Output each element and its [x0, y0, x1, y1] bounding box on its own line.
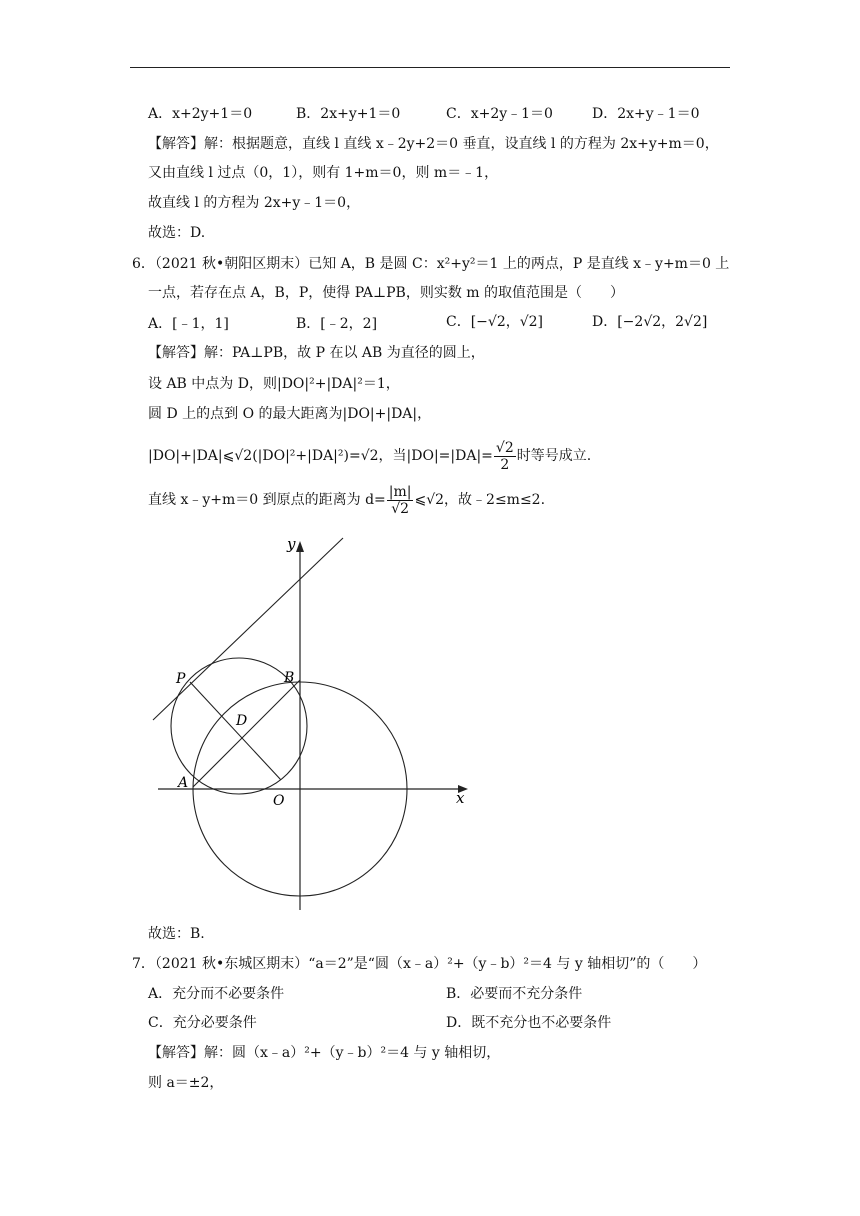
q6-figure	[140, 525, 480, 915]
label-p: P	[176, 671, 186, 687]
segment-pd	[190, 682, 281, 780]
label-d: D	[236, 713, 248, 729]
q7-option-a: A．充分而不必要条件	[148, 986, 285, 1002]
q6-choice-line: 故选：B.	[148, 926, 205, 942]
line-l	[153, 538, 343, 720]
q6-answer-line-3: 圆 D 上的点到 O 的最大距离为|DO|+|DA|，	[148, 406, 432, 422]
q6-formula-2-denominator: √2	[391, 500, 410, 517]
q6-formula-1-numerator: √2	[495, 439, 514, 456]
q5-answer-line-1: 【解答】解：根据题意，直线 l 直线 x﹣2y+2＝0 垂直，设直线 l 的方程为 2x+y+m＝0，	[148, 136, 719, 152]
label-b: B	[284, 670, 295, 686]
q6-option-a: A．[﹣1，1]	[148, 316, 229, 332]
q6-formula-1-fraction	[494, 440, 516, 473]
label-y: y	[287, 535, 296, 553]
label-x: x	[456, 789, 465, 807]
q6-formula-1-left: |DO|+|DA|⩽√2(|DO|²+|DA|²)=√2，当|DO|=|DA|=	[148, 448, 493, 464]
q6-formula-1-denominator: 2	[500, 456, 510, 473]
q6-formula-2-numerator: |m|	[388, 483, 412, 500]
y-axis-arrow-icon	[296, 541, 304, 552]
q7-option-c: C．充分必要条件	[148, 1015, 257, 1031]
q5-option-b: B．2x+y+1＝0	[296, 106, 401, 122]
q6-formula-2-left: 直线 x﹣y+m＝0 到原点的距离为 d=	[148, 492, 386, 508]
q7-answer-line-2: 则 a＝±2，	[148, 1075, 224, 1091]
label-a: A	[178, 775, 189, 791]
q6-formula-1-right: 时等号成立.	[516, 448, 592, 464]
header-rule	[130, 67, 730, 68]
q5-option-a: A．x+2y+1＝0	[148, 106, 253, 122]
q7-option-d: D．既不充分也不必要条件	[446, 1015, 612, 1031]
q6-option-c: C．[−√2，√2]	[446, 314, 544, 330]
q6-formula-2	[148, 482, 545, 518]
q6-answer-line-2: 设 AB 中点为 D，则|DO|²+|DA|²＝1，	[148, 376, 400, 392]
q6-answer-line-1: 【解答】解：PA⊥PB，故 P 在以 AB 为直径的圆上，	[148, 345, 485, 361]
q5-option-d: D．2x+y﹣1＝0	[592, 106, 700, 122]
q5-answer-line-3: 故直线 l 的方程为 2x+y﹣1＝0，	[148, 195, 361, 211]
q7-option-b: B．必要而不充分条件	[446, 986, 583, 1002]
q6-formula-1	[148, 438, 591, 474]
q6-option-b: B．[﹣2，2]	[296, 316, 378, 332]
q6-formula-2-right: ⩽√2，故﹣2≤m≤2.	[414, 492, 546, 508]
q6-stem-line-2: 一点，若存在点 A，B，P，使得 PA⊥PB，则实数 m 的取值范围是（ ）	[148, 285, 625, 301]
q5-option-c: C．x+2y﹣1＝0	[446, 106, 553, 122]
q7-answer-line-1: 【解答】解：圆（x﹣a）²+（y﹣b）²＝4 与 y 轴相切，	[148, 1045, 501, 1061]
q6-formula-2-fraction	[387, 484, 414, 517]
label-o: O	[273, 793, 285, 809]
q5-answer-line-2: 又由直线 l 过点（0，1），则有 1+m＝0，则 m＝﹣1，	[148, 165, 499, 181]
q5-choice-line: 故选：D.	[148, 225, 206, 241]
q7-stem-line: 7．（2021 秋•东城区期末）“a＝2”是“圆（x﹣a）²+（y﹣b）²＝4 与 y 轴相切”的（ ）	[132, 956, 707, 972]
q6-stem-line-1: 6．（2021 秋•朝阳区期末）已知 A，B 是圆 C：x²+y²＝1 上的两点，P 是直线 x﹣y+m＝0 上	[132, 256, 730, 272]
q6-option-d: D．[−2√2，2√2]	[592, 314, 708, 330]
